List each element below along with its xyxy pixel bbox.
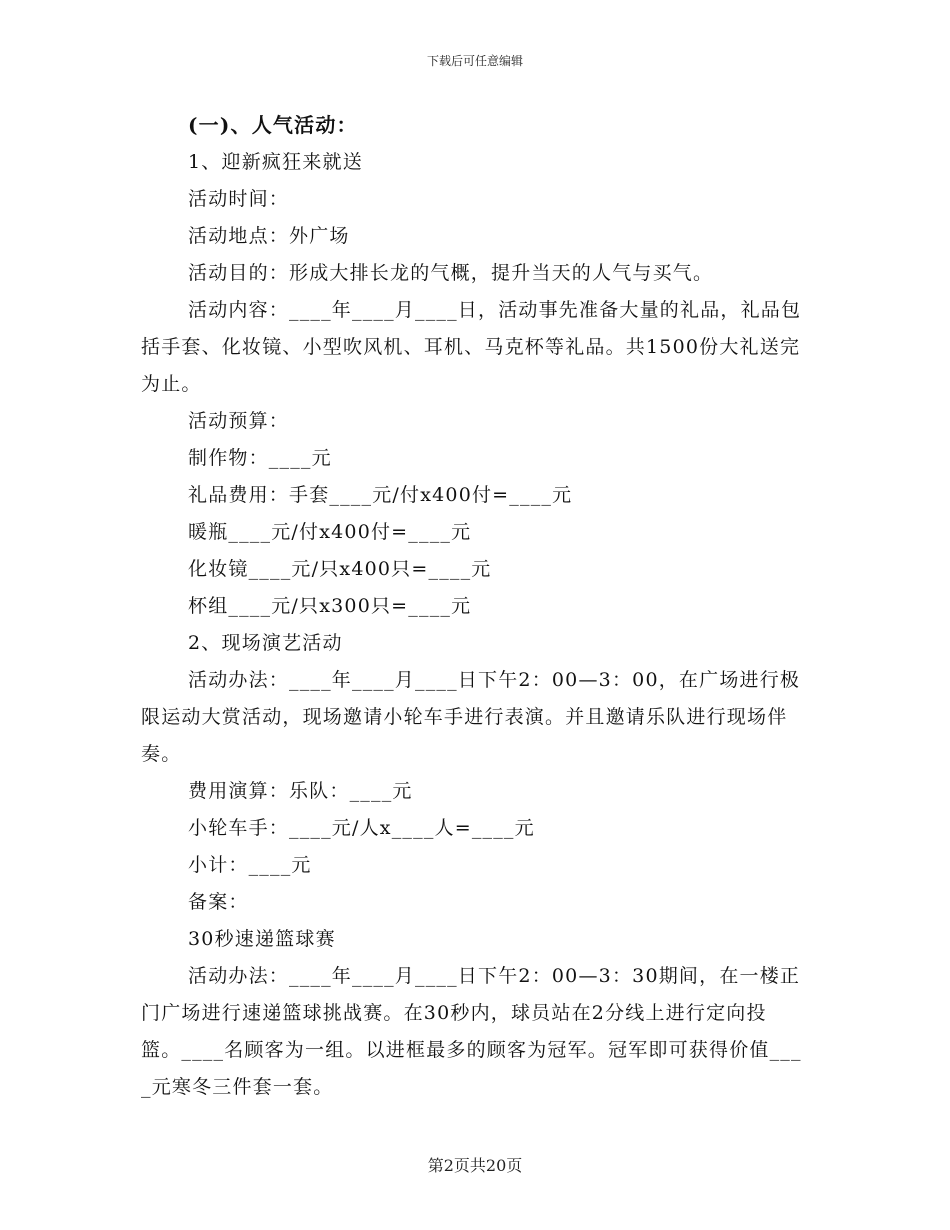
paragraph: 小轮车手：____元/人x____人=____元 [188, 817, 535, 839]
paragraph: 活动预算： [188, 410, 290, 432]
paragraph: 礼品费用：手套____元/付x400付=____元 [188, 484, 573, 506]
paragraph: 30秒速递篮球赛 [188, 928, 336, 950]
paragraph: 费用演算：乐队：____元 [188, 780, 413, 802]
paragraph: 活动目的：形成大排长龙的气概，提升当天的人气与买气。 [188, 262, 714, 284]
paragraph: 活动内容：____年____月____日，活动事先准备大量的礼品，礼品包括手套、化妆镜、小型吹风机、耳机、马克杯等礼品。共1500份大礼送完为止。 [141, 299, 802, 395]
paragraph: 小计：____元 [188, 854, 312, 876]
page-footer: 第2页共20页 [427, 1156, 523, 1175]
paragraph: 活动办法：____年____月____日下午2：00—3：30期间，在一楼正门广场进行速递篮球挑战赛。在30秒内，球员站在2分线上进行定向投篮。____名顾客为一组。以进框最多的顾客为冠军。冠军即可获得价值____元寒冬三件套一套。 [141, 965, 802, 1098]
document-body [141, 107, 806, 1106]
paragraph: 活动地点：外广场 [188, 225, 350, 247]
subsection-title: 2、现场演艺活动 [188, 632, 343, 654]
paragraph: 活动时间： [188, 188, 290, 210]
paragraph: 备案： [188, 891, 249, 913]
paragraph: 化妆镜____元/只x400只=____元 [188, 558, 492, 580]
page-header: 下载后可任意编辑 [426, 54, 523, 68]
paragraph: 活动办法：____年____月____日下午2：00—3：00，在广场进行极限运动大赏活动，现场邀请小轮车手进行表演。并且邀请乐队进行现场伴奏。 [141, 669, 801, 765]
subsection-title: 1、迎新疯狂来就送 [188, 151, 363, 173]
paragraph: 制作物：____元 [188, 447, 332, 469]
paragraph: 杯组____元/只x300只=____元 [188, 595, 472, 617]
paragraph: 暖瓶____元/付x400付=____元 [188, 521, 472, 543]
section-heading: (一)、人气活动： [188, 113, 358, 137]
